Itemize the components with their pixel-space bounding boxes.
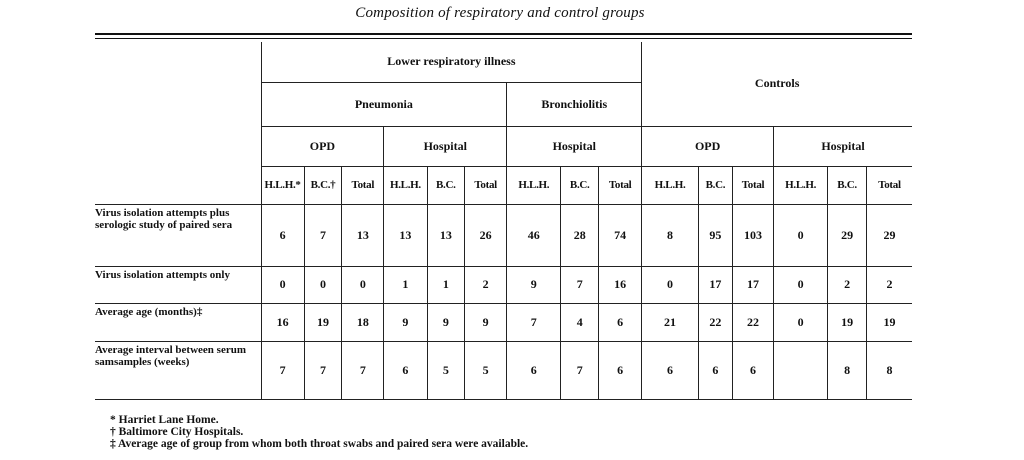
header-controls-hospital: Hospital: [773, 126, 912, 166]
table-cell: 6: [599, 341, 642, 399]
header-controls: Controls: [642, 42, 912, 126]
subheader-cell: Total: [342, 166, 384, 204]
table-cell: 29: [866, 204, 912, 266]
header-pneumonia-hospital: Hospital: [384, 126, 507, 166]
table-cell: 6: [261, 204, 304, 266]
row-label: Virus isolation attempts plus serologic study of paired sera: [95, 204, 261, 266]
table-cell: 6: [733, 341, 774, 399]
table-cell: 7: [507, 303, 561, 341]
table-row: [95, 341, 912, 399]
table-cell: 19: [304, 303, 342, 341]
table-cell: 7: [342, 341, 384, 399]
table-cell: 9: [507, 266, 561, 303]
table-cell: 8: [866, 341, 912, 399]
header-controls-opd: OPD: [642, 126, 774, 166]
subheader-cell: Total: [733, 166, 774, 204]
table-cell: 5: [465, 341, 507, 399]
table-cell: 1: [384, 266, 427, 303]
footnote-average-age: ‡ Average age of group from whom both throat swabs and paired sera were available.: [110, 438, 529, 450]
table-cell: 7: [304, 341, 342, 399]
header-bronchiolitis-hospital: Hospital: [507, 126, 642, 166]
subheader-cell: B.C.†: [304, 166, 342, 204]
subheader-cell: B.C.: [698, 166, 732, 204]
subheader-cell: B.C.: [427, 166, 465, 204]
table-cell: [773, 341, 827, 399]
subheader-cell: H.L.H.: [642, 166, 698, 204]
subheader-cell: H.L.H.*: [261, 166, 304, 204]
table-cell: 0: [773, 266, 827, 303]
table-cell: 16: [261, 303, 304, 341]
subheader-cell: Total: [866, 166, 912, 204]
table-cell: 6: [698, 341, 732, 399]
table-cell: 0: [642, 266, 698, 303]
table-cell: 2: [866, 266, 912, 303]
table-cell: 7: [261, 341, 304, 399]
footnote-bc: † Baltimore City Hospitals.: [110, 426, 244, 438]
table-cell: 9: [465, 303, 507, 341]
table-cell: 21: [642, 303, 698, 341]
table-cell: 13: [384, 204, 427, 266]
table-cell: 29: [828, 204, 867, 266]
header-pneumonia-opd: OPD: [261, 126, 384, 166]
table-cell: 2: [828, 266, 867, 303]
table-cell: 7: [561, 341, 599, 399]
table-cell: 13: [427, 204, 465, 266]
subheader-cell: H.L.H.: [384, 166, 427, 204]
table-cell: 9: [427, 303, 465, 341]
top-double-rule-inner: [95, 38, 912, 39]
table-cell: 6: [507, 341, 561, 399]
table-cell: 0: [773, 204, 827, 266]
table-cell: 0: [773, 303, 827, 341]
row-label: Virus isolation attempts only: [95, 266, 261, 303]
table-title: Composition of respiratory and control groups: [355, 5, 645, 21]
subheader-cell: Total: [465, 166, 507, 204]
table-cell: 1: [427, 266, 465, 303]
table-cell: 95: [698, 204, 732, 266]
header-bronchiolitis: Bronchiolitis: [507, 82, 642, 126]
table-cell: 5: [427, 341, 465, 399]
table-cell: 22: [733, 303, 774, 341]
table-cell: 103: [733, 204, 774, 266]
subheader-cell: H.L.H.: [507, 166, 561, 204]
row-label: Average interval between serum samsamples (weeks): [95, 341, 261, 399]
table-cell: 7: [561, 266, 599, 303]
header-pneumonia: Pneumonia: [261, 82, 507, 126]
table-cell: 19: [866, 303, 912, 341]
table-cell: 8: [828, 341, 867, 399]
table-cell: 26: [465, 204, 507, 266]
table-cell: 13: [342, 204, 384, 266]
table-cell: 74: [599, 204, 642, 266]
table-cell: 16: [599, 266, 642, 303]
table-row: [95, 266, 912, 303]
table-cell: 6: [384, 341, 427, 399]
table-cell: 28: [561, 204, 599, 266]
row-label: Average age (months)‡: [95, 303, 261, 341]
subheader-cell: B.C.: [828, 166, 867, 204]
table-cell: 7: [304, 204, 342, 266]
table-cell: 6: [642, 341, 698, 399]
stub-header-blank: [95, 42, 261, 204]
footnotes: [110, 414, 528, 450]
table-cell: 8: [642, 204, 698, 266]
table-cell: 6: [599, 303, 642, 341]
table-cell: 0: [261, 266, 304, 303]
composition-table: [95, 42, 912, 400]
table-row: [95, 204, 912, 266]
table-cell: 46: [507, 204, 561, 266]
header-lower-respiratory: Lower respiratory illness: [261, 42, 642, 82]
footnote-hlh: * Harriet Lane Home.: [110, 414, 219, 426]
subheader-cell: H.L.H.: [773, 166, 827, 204]
table-cell: 0: [342, 266, 384, 303]
table-cell: 4: [561, 303, 599, 341]
top-double-rule: [95, 33, 912, 35]
subheader-cell: Total: [599, 166, 642, 204]
table-cell: 17: [733, 266, 774, 303]
table-cell: 22: [698, 303, 732, 341]
table-cell: 9: [384, 303, 427, 341]
table-row: [95, 303, 912, 341]
table-cell: 17: [698, 266, 732, 303]
table-cell: 18: [342, 303, 384, 341]
table-cell: 2: [465, 266, 507, 303]
table-cell: 0: [304, 266, 342, 303]
subheader-cell: B.C.: [561, 166, 599, 204]
table-cell: 19: [828, 303, 867, 341]
